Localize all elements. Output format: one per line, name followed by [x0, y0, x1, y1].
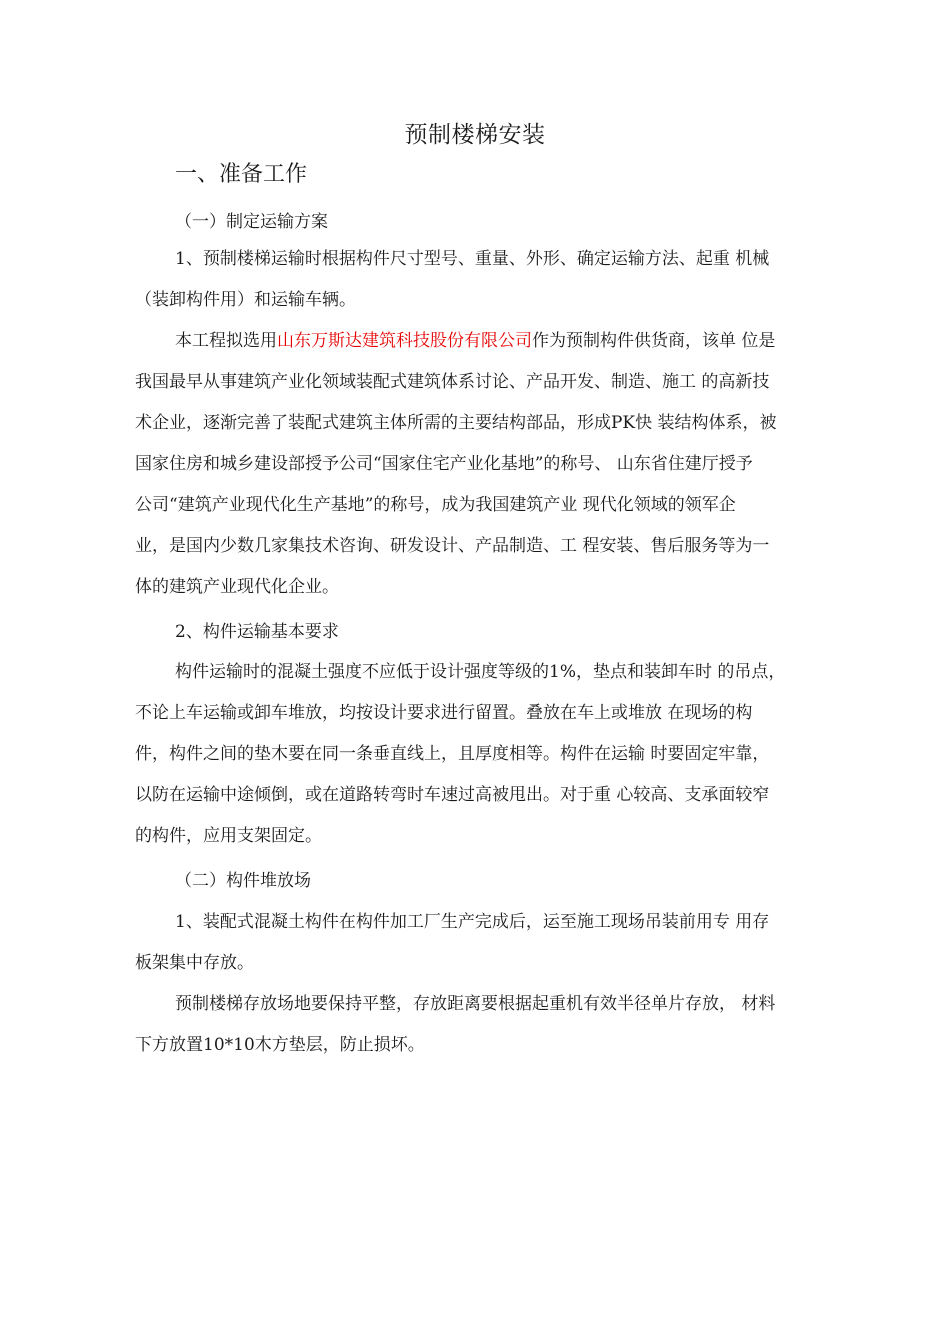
paragraph-line: 1、预制楼梯运输时根据构件尺寸型号、重量、外形、确定运输方法、起重 机械 [175, 249, 770, 269]
paragraph-line: 体的建筑产业现代化企业。 [135, 577, 339, 597]
paragraph-line: 的构件，应用支架固定。 [135, 826, 322, 846]
section-heading-preparation: 一、准备工作 [175, 162, 308, 187]
paragraph-line: 板架集中存放。 [135, 953, 254, 973]
paragraph-line: 我国最早从事建筑产业化领域装配式建筑体系讨论、产品开发、制造、施工 的高新技 [135, 372, 770, 392]
paragraph-text: 本工程拟选用 [175, 331, 277, 351]
paragraph-line: 1、装配式混凝土构件在构件加工厂生产完成后，运至施工现场吊装前用专 用存 [175, 912, 770, 932]
paragraph-line: 不论上车运输或卸车堆放，均按设计要求进行留置。叠放在车上或堆放 在现场的构 [135, 703, 753, 723]
document-title: 预制楼梯安装 [404, 122, 546, 148]
paragraph-line: 术企业，逐渐完善了装配式建筑主体所需的主要结构部品，形成PK快 装结构体系，被 [135, 413, 777, 433]
subheading-storage-yard: （二）构件堆放场 [175, 871, 311, 891]
paragraph-text: 作为预制构件供货商，该单 位是 [532, 331, 776, 351]
paragraph-line: 件，构件之间的垫木要在同一条垂直线上，且厚度相等。构件在运输 时要固定牢靠， [135, 744, 770, 764]
paragraph-line: 预制楼梯存放场地要保持平整，存放距离要根据起重机有效半径单片存放， 材料 [175, 994, 776, 1014]
paragraph-line: 构件运输时的混凝土强度不应低于设计强度等级的1%，垫点和装卸车时 的吊点， [175, 662, 786, 682]
paragraph-line: 2、构件运输基本要求 [175, 622, 339, 642]
paragraph-line: 下方放置10*10木方垫层，防止损坏。 [135, 1035, 425, 1055]
paragraph-line: （装卸构件用）和运输车辆。 [135, 290, 356, 310]
supplier-company-name: 山东万斯达建筑科技股份有限公司 [277, 331, 532, 351]
paragraph-line [175, 329, 865, 354]
paragraph-line: 公司“建筑产业现代化生产基地”的称号，成为我国建筑产业 现代化领域的领军企 [135, 495, 736, 515]
paragraph-line: 国家住房和城乡建设部授予公司“国家住宅产业化基地”的称号、 山东省住建厅授予 [135, 454, 753, 474]
subheading-transport-plan: （一）制定运输方案 [175, 212, 328, 232]
paragraph-line: 业，是国内少数几家集技术咨询、研发设计、产品制造、工 程安装、售后服务等为一 [135, 536, 770, 556]
paragraph-line: 以防在运输中途倾倒，或在道路转弯时车速过高被甩出。对于重 心较高、支承面较窄 [135, 785, 770, 805]
